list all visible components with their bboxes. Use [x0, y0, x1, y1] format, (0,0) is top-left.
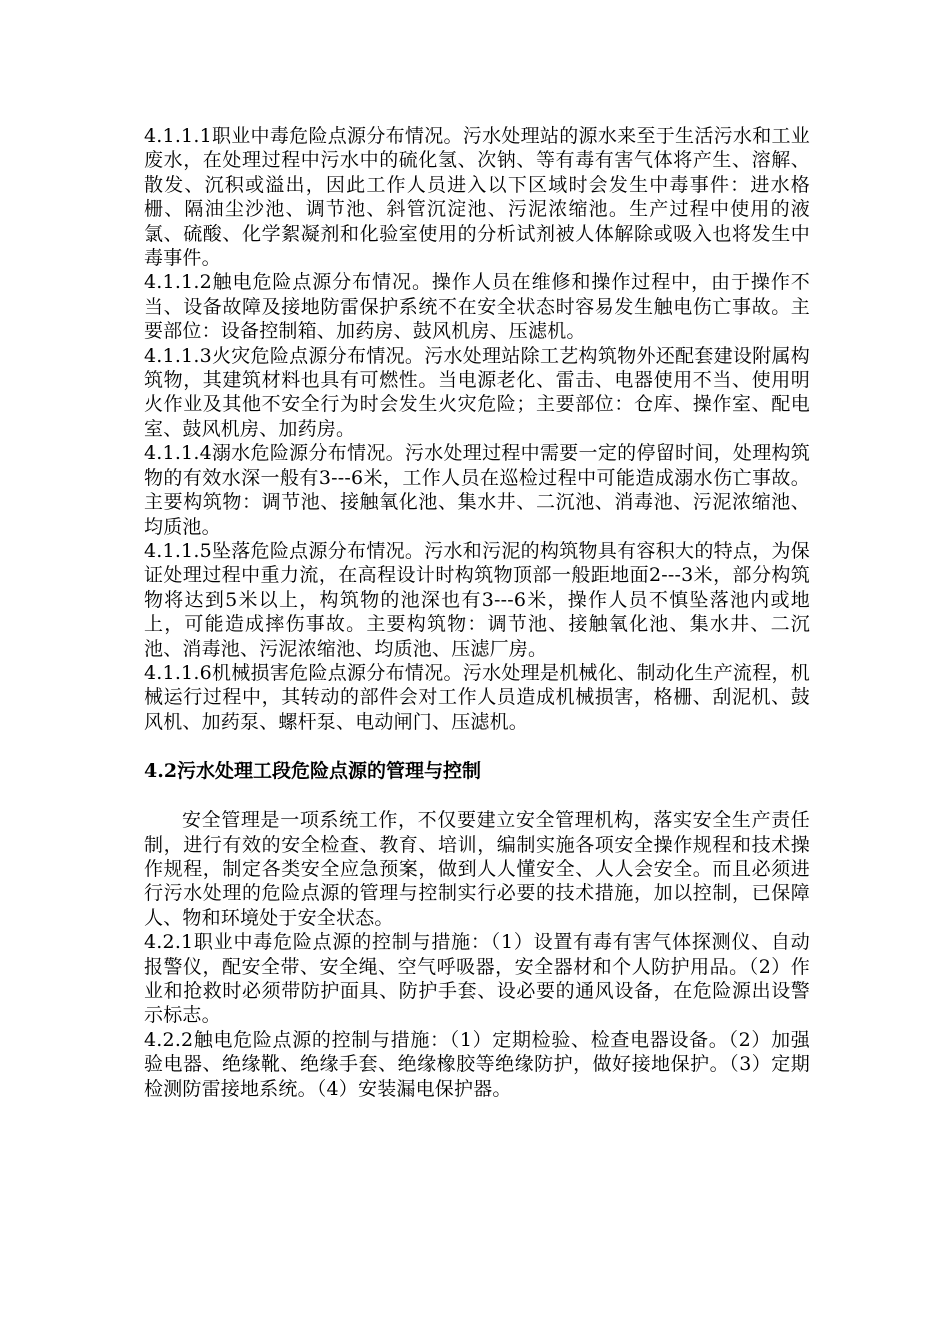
- paragraph-4-2-1: 4.2.1职业中毒危险点源的控制与措施：（1）设置有毒有害气体探测仪、自动报警仪，配安全带、安全绳、空气呼吸器，安全器材和个人防护用品。（2）作业和抢救时必须带防护面具、防护手套、设必要的通风设备，在危险源出设警示标志。: [144, 931, 810, 1027]
- paragraph-4-1-1-3: 4.1.1.3火灾危险点源分布情况。污水处理站除工艺构筑物外还配套建设附属构筑物，其建筑材料也具有可燃性。当电源老化、雷击、电器使用不当、使用明火作业及其他不安全行为时会发生火灾危险；主要部位：仓库、操作室、配电室、鼓风机房、加药房。: [144, 344, 810, 440]
- section-heading-4-2: 4.2污水处理工段危险点源的管理与控制: [144, 760, 482, 783]
- document-page: [144, 124, 810, 1101]
- paragraph-4-1-1-6: 4.1.1.6机械损害危险点源分布情况。污水处理是机械化、制动化生产流程，机械运行过程中，其转动的部件会对工作人员造成机械损害，格栅、刮泥机、鼓风机、加药泵、螺杆泵、电动闸门、压滤机。: [144, 661, 810, 733]
- paragraph-4-1-1-1: 4.1.1.1职业中毒危险点源分布情况。污水处理站的源水来至于生活污水和工业废水，在处理过程中污水中的硫化氢、次钠、等有毒有害气体将产生、溶解、散发、沉积或溢出，因此工作人员进入以下区域时会发生中毒事件：进水格栅、隔油尘沙池、调节池、斜管沉淀池、污泥浓缩池。生产过程中使用的液氯、硫酸、化学絮凝剂和化验室使用的分析试剂被人体解除或吸入也将发生中毒事件。: [144, 125, 810, 270]
- paragraph-4-1-1-4: 4.1.1.4溺水危险源分布情况。污水处理过程中需要一定的停留时间，处理构筑物的有效水深一般有3---6米，工作人员在巡检过程中可能造成溺水伤亡事故。主要构筑物：调节池、接触氧化池、集水井、二沉池、消毒池、污泥浓缩池、均质池。: [144, 442, 810, 538]
- intro-paragraph: 安全管理是一项系统工作，不仅要建立安全管理机构，落实安全生产责任制，进行有效的安全检查、教育、培训，编制实施各项安全操作规程和技术操作规程，制定各类安全应急预案，做到人人懂安全、人人会安全。而且必须进行污水处理的危险点源的管理与控制实行必要的技术措施，加以控制，已保障人、物和环境处于安全状态。: [144, 809, 810, 929]
- paragraph-4-1-1-5: 4.1.1.5坠落危险点源分布情况。污水和污泥的构筑物具有容积大的特点，为保证处理过程中重力流，在高程设计时构筑物顶部一般距地面2---3米，部分构筑物将达到5米以上，构筑物的池深也有3---6米，操作人员不慎坠落池内或地上，可能造成摔伤事故。主要构筑物：调节池、接触氧化池、集水井、二沉池、消毒池、污泥浓缩池、均质池、压滤厂房。: [144, 539, 810, 660]
- paragraph-4-1-1-2: 4.1.1.2触电危险点源分布情况。操作人员在维修和操作过程中，由于操作不当、设备故障及接地防雷保护系统不在安全状态时容易发生触电伤亡事故。主要部位：设备控制箱、加药房、鼓风机房、压滤机。: [144, 271, 810, 343]
- paragraph-4-2-2: 4.2.2触电危险点源的控制与措施：（1）定期检验、检查电器设备。（2）加强验电器、绝缘靴、绝缘手套、绝缘橡胶等绝缘防护，做好接地保护。（3）定期检测防雷接地系统。（4）安装漏电保护器。: [144, 1028, 810, 1100]
